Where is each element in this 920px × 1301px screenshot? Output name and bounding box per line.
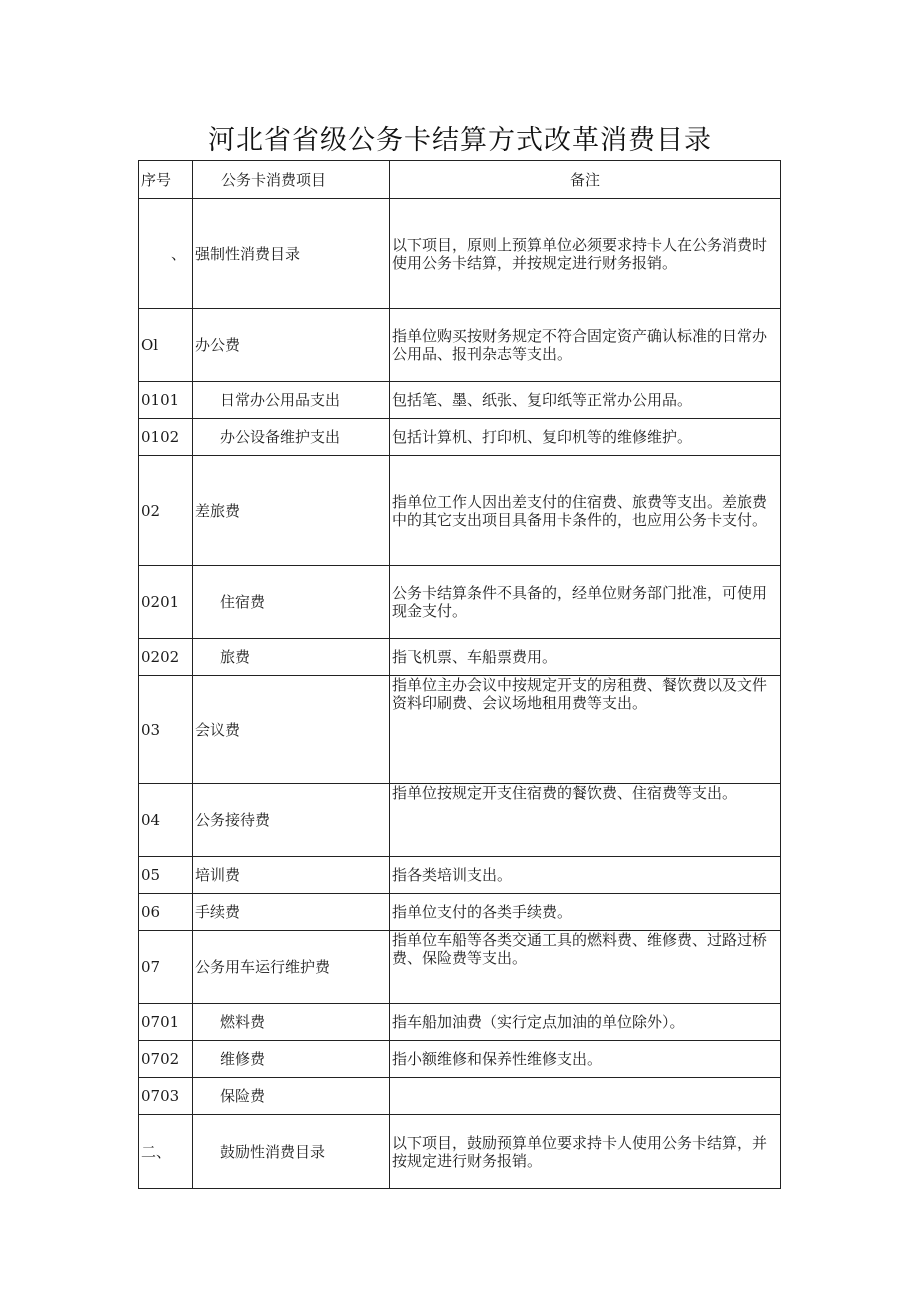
header-item: 公务卡消费项目 <box>193 161 390 199</box>
row-seq: Ol <box>139 309 193 382</box>
row-item: 旅费 <box>193 639 390 676</box>
table-row <box>139 456 781 566</box>
row-note: 包括计算机、打印机、复印机等的维修维护。 <box>390 419 781 456</box>
row-note: 指单位按规定开支住宿费的餐饮费、住宿费等支出。 <box>390 784 781 857</box>
row-item: 会议费 <box>193 676 390 784</box>
row-seq: 0701 <box>139 1004 193 1041</box>
row-seq: 04 <box>139 784 193 857</box>
row-item: 鼓励性消费目录 <box>193 1115 390 1189</box>
table-row <box>139 1004 781 1041</box>
table-row <box>139 566 781 639</box>
row-seq: 0101 <box>139 382 193 419</box>
row-item: 公务用车运行维护费 <box>193 931 390 1004</box>
row-note: 指单位主办会议中按规定开支的房租费、餐饮费以及文件资料印刷费、会议场地租用费等支出。 <box>390 676 781 784</box>
row-note: 公务卡结算条件不具备的，经单位财务部门批准，可使用现金支付。 <box>390 566 781 639</box>
table-row <box>139 639 781 676</box>
table-row <box>139 419 781 456</box>
row-note <box>390 1078 781 1115</box>
row-seq: 03 <box>139 676 193 784</box>
row-note: 指单位工作人因出差支付的住宿费、旅费等支出。差旅费中的其它支出项目具备用卡条件的，也应用公务卡支付。 <box>390 456 781 566</box>
row-seq: 0703 <box>139 1078 193 1115</box>
table-row <box>139 857 781 894</box>
row-note: 以下项目，原则上预算单位必须要求持卡人在公务消费时使用公务卡结算，并按规定进行财务报销。 <box>390 199 781 309</box>
header-note: 备注 <box>390 161 781 199</box>
row-note: 指车船加油费（实行定点加油的单位除外）。 <box>390 1004 781 1041</box>
table-row <box>139 784 781 857</box>
table-row <box>139 676 781 784</box>
row-item: 住宿费 <box>193 566 390 639</box>
row-note: 指单位车船等各类交通工具的燃料费、维修费、过路过桥费、保险费等支出。 <box>390 931 781 1004</box>
row-note: 指小额维修和保养性维修支出。 <box>390 1041 781 1078</box>
header-seq: 序号 <box>139 161 193 199</box>
row-seq: 06 <box>139 894 193 931</box>
table-row <box>139 199 781 309</box>
row-note: 包括笔、墨、纸张、复印纸等正常办公用品。 <box>390 382 781 419</box>
row-item: 办公设备维护支出 <box>193 419 390 456</box>
row-item: 日常办公用品支出 <box>193 382 390 419</box>
consumption-catalog-table <box>138 160 781 1189</box>
row-note: 指各类培训支出。 <box>390 857 781 894</box>
row-note: 指单位购买按财务规定不符合固定资产确认标准的日常办公用品、报刊杂志等支出。 <box>390 309 781 382</box>
row-note: 以下项目，鼓励预算单位要求持卡人使用公务卡结算，并按规定进行财务报销。 <box>390 1115 781 1189</box>
row-item: 维修费 <box>193 1041 390 1078</box>
table-row <box>139 1041 781 1078</box>
table-row <box>139 309 781 382</box>
row-item: 差旅费 <box>193 456 390 566</box>
row-seq: 0201 <box>139 566 193 639</box>
row-seq: 0202 <box>139 639 193 676</box>
table-row <box>139 894 781 931</box>
row-seq: 二、 <box>139 1115 193 1189</box>
table-header-row <box>139 161 781 199</box>
page-title: 河北省省级公务卡结算方式改革消费目录 <box>208 125 712 156</box>
row-seq: 05 <box>139 857 193 894</box>
table-row <box>139 1078 781 1115</box>
row-item: 燃料费 <box>193 1004 390 1041</box>
row-seq: 07 <box>139 931 193 1004</box>
row-item: 公务接待费 <box>193 784 390 857</box>
row-seq: 0702 <box>139 1041 193 1078</box>
row-item: 手续费 <box>193 894 390 931</box>
row-item: 培训费 <box>193 857 390 894</box>
row-item: 强制性消费目录 <box>193 199 390 309</box>
table-row <box>139 1115 781 1189</box>
table-row <box>139 382 781 419</box>
row-note: 指单位支付的各类手续费。 <box>390 894 781 931</box>
row-seq: 、 <box>139 199 193 309</box>
row-item: 办公费 <box>193 309 390 382</box>
row-seq: 02 <box>139 456 193 566</box>
row-note: 指飞机票、车船票费用。 <box>390 639 781 676</box>
row-item: 保险费 <box>193 1078 390 1115</box>
row-seq: 0102 <box>139 419 193 456</box>
table-row <box>139 931 781 1004</box>
